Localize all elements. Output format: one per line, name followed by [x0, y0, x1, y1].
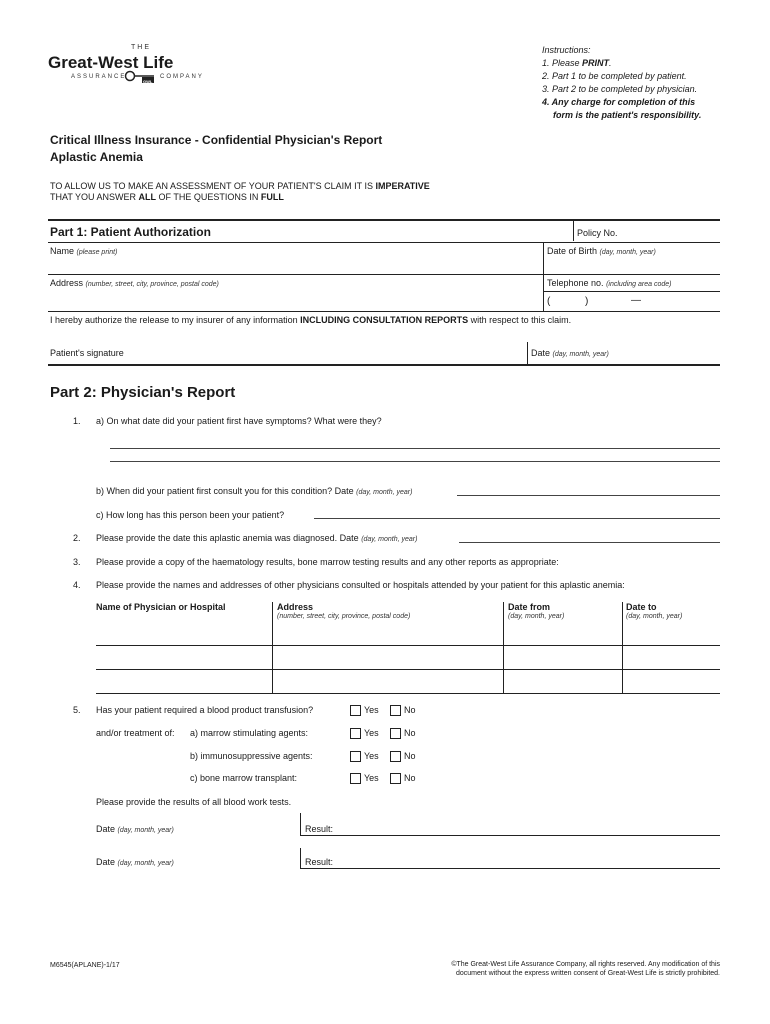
part2-title: Part 2: Physician's Report [50, 384, 236, 401]
q1c-answer-line[interactable] [314, 518, 720, 519]
blood-row-rule-1 [300, 835, 720, 836]
instructions-box [542, 44, 701, 122]
table-header-name: Name of Physician or Hospital [96, 602, 226, 612]
blood-row-rule-2 [300, 868, 720, 869]
part1-bottom-rule [48, 364, 720, 366]
marrow-no-checkbox[interactable] [390, 728, 401, 739]
title-line-2: Aplastic Anemia [50, 150, 143, 164]
instructions-title: Instructions: [542, 45, 591, 55]
table-header-date-to-hint: (day, month, year) [626, 613, 683, 620]
tel-divider [543, 275, 544, 311]
instruction-1: 1. Please PRINT. [542, 58, 612, 68]
blood-result-1[interactable]: Result: [305, 824, 334, 834]
tel-open-paren: ( [547, 296, 551, 307]
transfusion-no-label: No [404, 705, 416, 715]
address-field[interactable]: Address (number, street, city, province, postal code) [50, 278, 219, 288]
q2-number: 2. [73, 533, 81, 543]
immuno-yes-checkbox[interactable] [350, 751, 361, 762]
telephone-field[interactable]: Telephone no. (including area code) [547, 278, 672, 288]
blood-date-2[interactable]: Date (day, month, year) [96, 857, 174, 867]
intro-line-2: THAT YOU ANSWER ALL OF THE QUESTIONS IN FULL [50, 192, 284, 202]
q3-text: Please provide a copy of the haematology results, bone marrow testing results and any other reports as appropriate: [96, 557, 559, 567]
transplant-no-label: No [404, 773, 416, 783]
intro-line-1: TO ALLOW US TO MAKE AN ASSESSMENT OF YOUR PATIENT'S CLAIM IT IS IMPERATIVE [50, 181, 430, 191]
part1-top-rule [48, 219, 720, 221]
table-header-date-to: Date to [626, 602, 657, 612]
key-icon [124, 70, 158, 84]
marrow-yes-checkbox[interactable] [350, 728, 361, 739]
q5-text: Has your patient required a blood product transfusion? [96, 705, 314, 715]
table-header-address: Address [277, 602, 314, 612]
table-header-date-from-hint: (day, month, year) [508, 613, 565, 620]
logo-company: COMPANY [160, 74, 204, 80]
transfusion-no-checkbox[interactable] [390, 705, 401, 716]
instruction-3: 3. Part 2 to be completed by physician. [542, 84, 698, 94]
table-header-date-from: Date from [508, 602, 551, 612]
blood-work-text: Please provide the results of all blood work tests. [96, 797, 292, 807]
blood-divider-2 [300, 848, 301, 868]
transfusion-yes-checkbox[interactable] [350, 705, 361, 716]
q1a-answer-line-2[interactable] [110, 461, 720, 462]
instruction-2: 2. Part 1 to be completed by patient. [542, 71, 687, 81]
blood-date-1[interactable]: Date (day, month, year) [96, 824, 174, 834]
company-logo [48, 44, 233, 89]
table-row[interactable] [96, 669, 720, 670]
form-code: M6545(APLANE)-1/17 [50, 962, 120, 969]
logo-the: THE [131, 44, 151, 51]
q1-number: 1. [73, 416, 81, 426]
table-divider-1 [272, 602, 273, 693]
treatment-b-text: b) immunosuppressive agents: [190, 751, 313, 761]
table-divider-3 [622, 602, 623, 693]
blood-result-2[interactable]: Result: [305, 857, 334, 867]
part1-title: Part 1: Patient Authorization [50, 225, 211, 239]
immuno-no-checkbox[interactable] [390, 751, 401, 762]
treatment-c-text: c) bone marrow transplant: [190, 773, 298, 783]
part1-rule-3 [48, 311, 720, 312]
marrow-no-label: No [404, 728, 416, 738]
immuno-yes-label: Yes [364, 751, 379, 761]
tel-rule [543, 291, 720, 292]
table-header-address-hint: (number, street, city, province, postal code) [277, 613, 411, 620]
key-tag-text: GWL [143, 79, 153, 84]
signature-date-field[interactable]: Date (day, month, year) [531, 348, 609, 358]
part1-rule-2 [48, 274, 720, 275]
tel-dash: — [631, 295, 641, 306]
transfusion-yes-label: Yes [364, 705, 379, 715]
marrow-yes-label: Yes [364, 728, 379, 738]
part1-rule-1 [48, 242, 720, 243]
immuno-no-label: No [404, 751, 416, 761]
copyright-line-2: document without the express written consent of Great-West Life is strictly prohibited. [455, 970, 720, 977]
q1a-text: a) On what date did your patient first have symptoms? What were they? [96, 416, 382, 426]
table-row[interactable] [96, 645, 720, 646]
logo-name: Great-West Life [48, 53, 174, 72]
q1c-text: c) How long has this person been your patient? [96, 510, 285, 520]
table-row[interactable] [96, 693, 720, 694]
dob-field[interactable]: Date of Birth (day, month, year) [547, 246, 656, 256]
q1b-answer-line[interactable] [457, 495, 720, 496]
signature-divider [527, 342, 528, 364]
q4-text: Please provide the names and addresses of other physicians consulted or hospitals attended by your patient for this aplastic anemia: [96, 580, 625, 590]
policy-divider [573, 221, 574, 241]
transplant-yes-label: Yes [364, 773, 379, 783]
title-line-1: Critical Illness Insurance - Confidential Physician's Report [50, 133, 383, 147]
copyright-line-1: ©The Great-West Life Assurance Company, all rights reserved. Any modification of this [451, 961, 720, 968]
q1a-answer-line-1[interactable] [110, 448, 720, 449]
treatment-label: and/or treatment of: [96, 728, 175, 738]
treatment-a-text: a) marrow stimulating agents: [190, 728, 309, 738]
authorization-text: I hereby authorize the release to my insurer of any information INCLUDING CONSULTATION REPORTS with respect to this claim. [50, 315, 572, 325]
q5-number: 5. [73, 705, 81, 715]
tel-close-paren: ) [585, 296, 589, 307]
instruction-4a: 4. Any charge for completion of this [542, 97, 696, 107]
instruction-4b: form is the patient's responsibility. [553, 110, 702, 120]
dob-divider [543, 243, 544, 274]
transplant-yes-checkbox[interactable] [350, 773, 361, 784]
logo-assurance: ASSURANCE [71, 74, 127, 80]
table-divider-2 [503, 602, 504, 693]
blood-divider-1 [300, 813, 301, 835]
intro-text [50, 181, 430, 203]
q1b-text: b) When did your patient first consult you for this condition? Date (day, month, year) [96, 486, 413, 496]
copyright-notice [451, 960, 720, 978]
policy-no-field[interactable]: Policy No. [577, 228, 618, 238]
q2-text: Please provide the date this aplastic anemia was diagnosed. Date (day, month, year) [96, 533, 418, 543]
transplant-no-checkbox[interactable] [390, 773, 401, 784]
q4-number: 4. [73, 580, 81, 590]
document-title [50, 132, 382, 166]
patient-signature-field[interactable]: Patient's signature [50, 348, 124, 358]
q3-number: 3. [73, 557, 81, 567]
q2-answer-line[interactable] [459, 542, 720, 543]
name-field[interactable]: Name (please print) [50, 246, 118, 256]
